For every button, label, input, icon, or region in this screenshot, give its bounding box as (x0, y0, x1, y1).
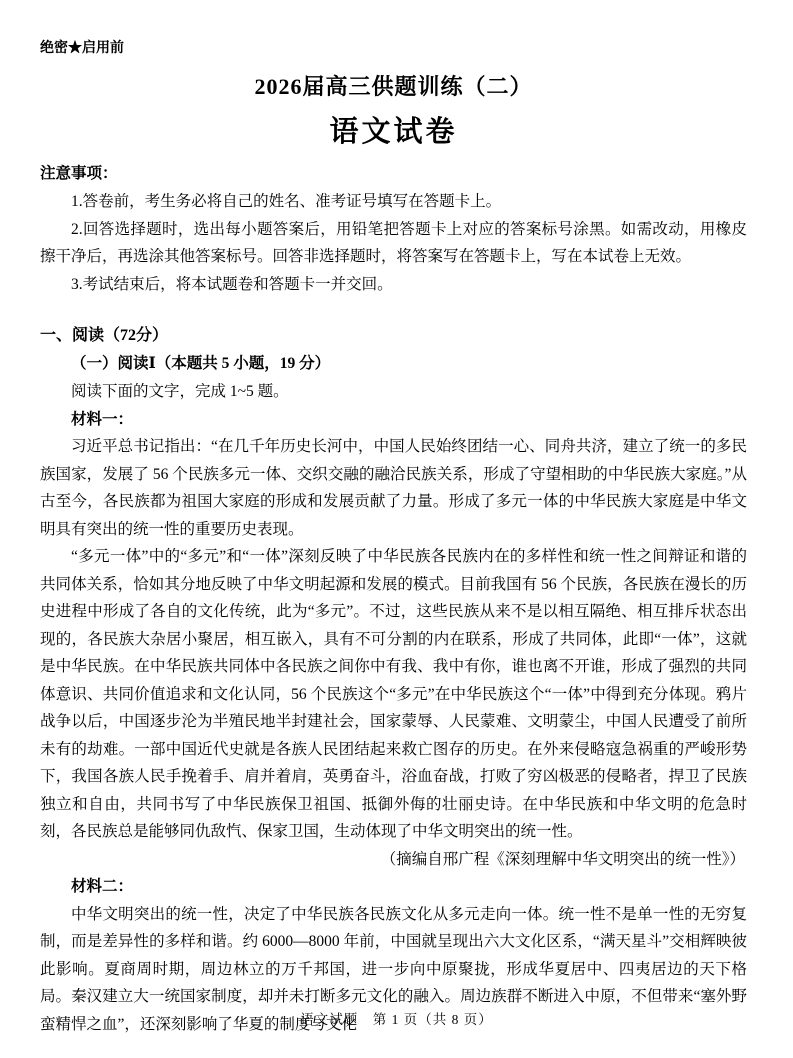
page-footer: 语文试题 第 1 页（共 8 页） (300, 1012, 493, 1027)
exam-subtitle: 语文试卷 (329, 116, 458, 148)
material-2-label: 材料二： (71, 878, 134, 895)
notice-heading: 注意事项： (40, 165, 118, 182)
exam-title: 2026届高三供题训练（二） (254, 74, 533, 99)
part-heading-reading-1: （一）阅读Ⅰ（本题共 5 小题，19 分） (71, 355, 331, 372)
material-1-paragraph-2: “多元一体”中的“多元”和“一体”深刻反映了中华民族各民族内在的多样性和统一性之间辩证和谐的共同体关系，恰如其分地反映了中华文明起源和发展的模式。目前我国有 56 个民族，各民族在漫长的历史进程中形成了各自的文化传统，此为“多元”。不过，这些民族从来不是以相互隔绝、相互排斥状态出现的，各民族大杂居小聚居，相互嵌入，具有不可分割的内在联系，形成了共同体，此即“一体”，这就是中华民族。在中华民族共同体中各民族之间你中有我、我中有你，谁也离不开谁，形成了强烈的共同体意识、共同价值追求和文化认同，56 个民族这个“多元”在中华民族这个“一体”中得到充分体现。鸦片战争以后，中国逐步沦为半殖民地半封建社会，国家蒙辱、人民蒙难、文明蒙尘，中国人民遭受了前所未有的劫难。一部中国近代史就是各族人民团结起来救亡图存的历史。在外来侵略寇急祸重的严峻形势下，我国各族人民手挽着手、肩并着肩，英勇奋斗，浴血奋战，打败了穷凶极恶的侵略者，捍卫了民族独立和自由，共同书写了中华民族保卫祖国、抵御外侮的壮丽史诗。在中华民族和中华文明的危急时刻，各民族总是能够同仇敌忾、保家卫国，生动体现了中华文明突出的统一性。 (40, 548, 747, 840)
material-1-paragraph-1: 习近平总书记指出：“在几千年历史长河中，中国人民始终团结一心、同舟共济，建立了统一的多民族国家，发展了 56 个民族多元一体、交织交融的融洽民族关系，形成了守望相助的中华民族大家庭。”从古至今，各民族都为祖国大家庭的形成和发展贡献了力量。形成了多元一体的中华民族大家庭是中华文明具有突出的统一性的重要历史表现。 (40, 438, 747, 538)
notice-item-3: 3.考试结束后，将本试题卷和答题卡一并交回。 (71, 275, 393, 293)
notice-block (40, 160, 747, 298)
notice-item-1: 1.答卷前，考生务必将自己的姓名、准考证号填写在答题卡上。 (71, 193, 502, 210)
notice-item-2: 2.回答选择题时，选出每小题答案后，用铅笔把答题卡上对应的答案标号涂黑。如需改动，用橡皮擦干净后，再选涂其他答案标号。回答非选择题时，将答案写在答题卡上，写在本试卷上无效。 (40, 220, 747, 265)
material-1-label: 材料一： (71, 410, 134, 428)
section-heading-reading: 一、阅读（72分） (40, 327, 169, 344)
material-2-paragraph-1: 中华文明突出的统一性，决定了中华民族各民族文化从多元走向一体。统一性不是单一性的无穷复制，而是差异性的多样和谐。约 6000—8000 年前，中国就呈现出六大文化区系，“满天星斗”交相辉映彼此影响。夏商周时期，周边林立的万千邦国，进一步向中原聚拢，形成华夏居中、四夷居边的天下格局。秦汉建立大一统国家制度，却并未打断多元文化的融入。周边族群不断进入中原，不但带来“塞外野蛮精悍之血”，还深刻影响了华夏的制度与文化 (40, 905, 747, 1033)
material-1-attribution: （摘编自邢广程《深刻理解中华文明突出的统一性》） (380, 850, 745, 868)
classification-label: 绝密★启用前 (40, 41, 124, 56)
reading-instruction: 阅读下面的文字，完成 1~5 题。 (71, 383, 289, 400)
